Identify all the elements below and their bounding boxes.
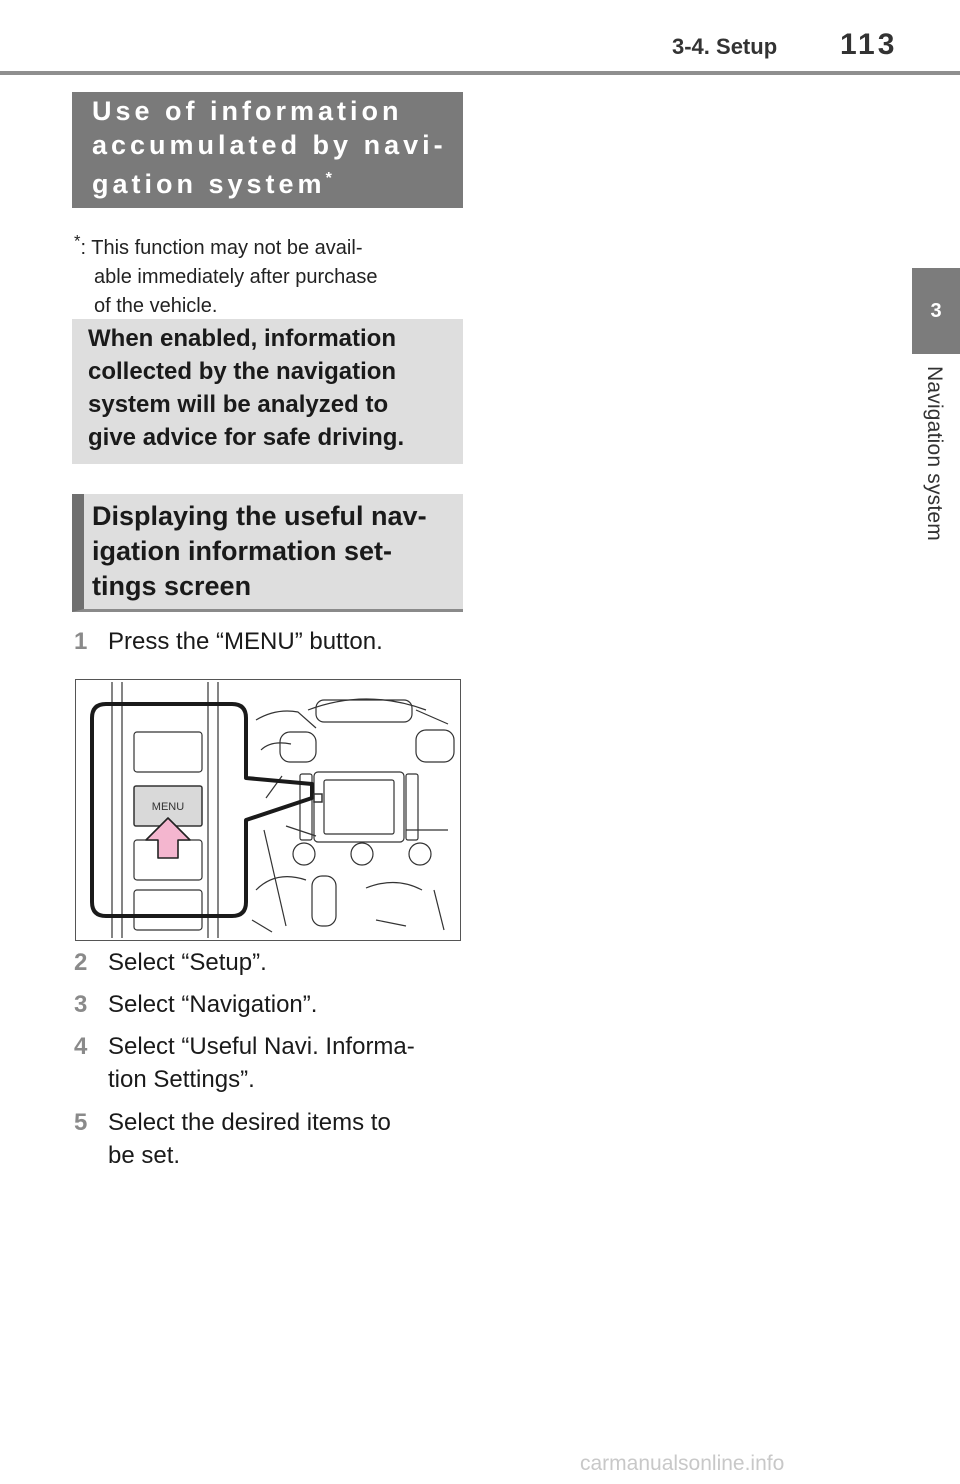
- heading-asterisk: *: [325, 170, 332, 187]
- step-text: Select “Navigation”.: [108, 991, 318, 1018]
- step-5: [74, 1106, 464, 1172]
- section-title: 3-4. Setup: [672, 34, 778, 59]
- footnote-line: *: This function may not be avail-: [74, 231, 363, 259]
- step-text: Select “Useful Navi. Informa-: [108, 1033, 415, 1060]
- heading-2-line: tings screen: [92, 571, 252, 601]
- footnote-marker: *: [74, 231, 81, 250]
- footnote: [74, 226, 464, 321]
- step-text: Select the desired items to: [108, 1109, 391, 1136]
- watermark: carmanualsonline.info: [580, 1452, 785, 1475]
- section-heading-1: [92, 94, 452, 201]
- menu-button-illustration: [75, 679, 461, 941]
- step-number: 2: [74, 949, 88, 976]
- info-line: collected by the navigation: [88, 358, 397, 385]
- step-4: [74, 1030, 464, 1096]
- heading-2-line: igation information set-: [92, 536, 392, 566]
- heading-1-line: accumulated by navi-: [92, 130, 447, 160]
- menu-button-label: MENU: [151, 801, 185, 813]
- step-text-continued: tion Settings”.: [108, 1066, 255, 1093]
- info-line: give advice for safe driving.: [88, 424, 405, 451]
- chapter-number: 3: [930, 299, 942, 322]
- step-2: [74, 946, 464, 979]
- header-rule: [0, 71, 960, 75]
- step-text: Press the “MENU” button.: [108, 628, 383, 655]
- heading-1-line: gation system*: [92, 169, 332, 199]
- chapter-label: Navigation system: [923, 366, 946, 541]
- step-number: 1: [74, 628, 88, 655]
- heading-1-line: Use of information: [92, 96, 403, 126]
- page-number: 113: [840, 28, 898, 61]
- step-number: 5: [74, 1109, 88, 1136]
- chapter-tab[interactable]: [912, 268, 960, 354]
- step-number: 4: [74, 1033, 88, 1060]
- step-1: [74, 625, 464, 658]
- info-line: system will be analyzed to: [88, 391, 389, 418]
- footnote-line: able immediately after purchase: [94, 265, 378, 288]
- info-line: When enabled, information: [88, 325, 397, 352]
- info-text: [88, 322, 458, 454]
- step-number: 3: [74, 991, 88, 1018]
- step-text-continued: be set.: [108, 1142, 181, 1169]
- footnote-line: of the vehicle.: [94, 294, 218, 317]
- step-3: [74, 988, 464, 1021]
- section-heading-2: [92, 499, 458, 604]
- step-text: Select “Setup”.: [108, 949, 267, 976]
- heading-2-line: Displaying the useful nav-: [92, 501, 427, 531]
